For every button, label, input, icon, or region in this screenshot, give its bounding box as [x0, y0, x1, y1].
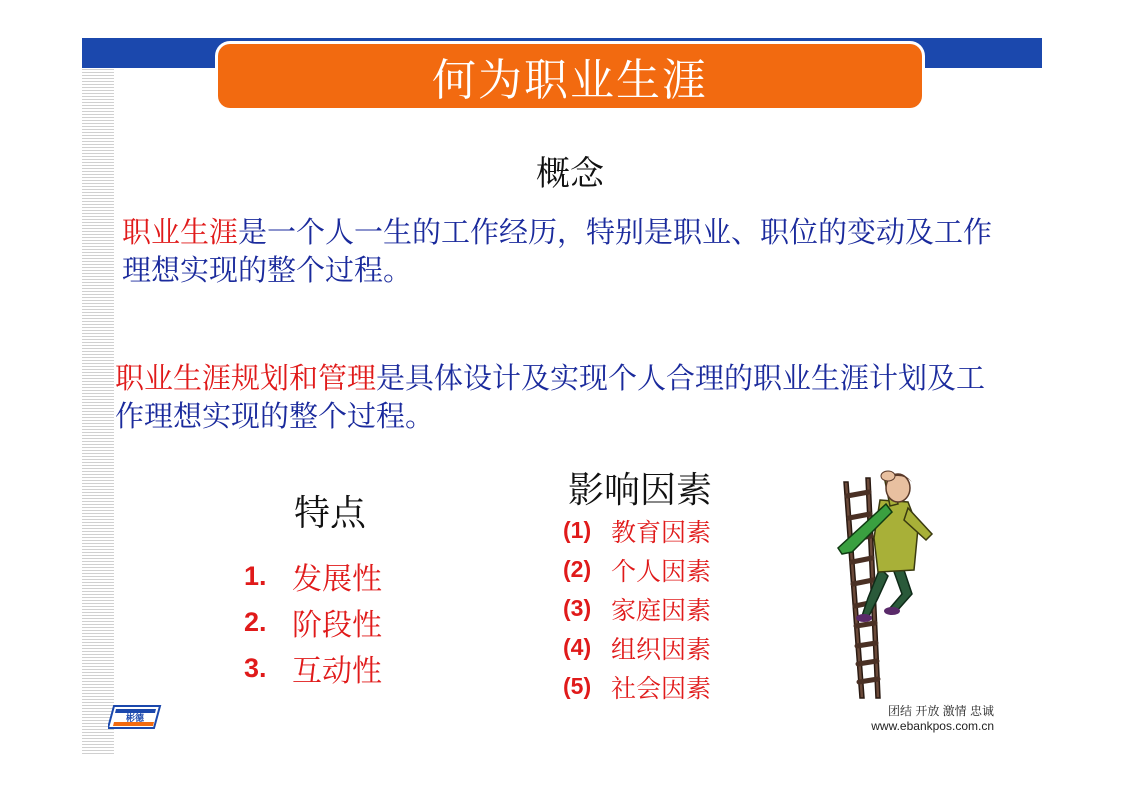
slide — [82, 38, 1042, 756]
company-logo — [108, 702, 162, 732]
footer-slogan: 团结 开放 激情 忠诚 — [887, 704, 994, 718]
list-item — [244, 645, 382, 691]
list-item-number: 2. — [244, 606, 267, 637]
list-item — [563, 589, 711, 628]
features-heading: 特点 — [294, 493, 367, 534]
footer-url: www.ebankpos.com.cn — [871, 719, 994, 733]
list-item — [563, 628, 711, 667]
features-list — [244, 553, 382, 691]
list-item-label: 社会因素 — [611, 673, 712, 703]
footer — [871, 704, 994, 734]
factors-heading: 影响因素 — [568, 470, 713, 511]
list-item-label: 组织因素 — [611, 634, 712, 664]
concept-heading: 概念 — [536, 154, 604, 194]
decorative-stripe — [82, 66, 114, 756]
planning-text: 是具体设计及实现个人合理的职业生涯计划及工作理想实现的整个过程。 — [115, 361, 986, 433]
logo-text: 彬德 — [125, 714, 145, 724]
definition-paragraph — [122, 213, 1002, 289]
list-item — [563, 550, 711, 589]
list-item-label: 发展性 — [292, 562, 382, 597]
factors-list — [563, 511, 711, 706]
planning-term: 职业生涯规划和管理 — [115, 361, 377, 395]
list-item-label: 个人因素 — [611, 556, 712, 586]
slide-title: 何为职业生涯 — [432, 55, 708, 106]
list-item-number: (4) — [563, 634, 592, 660]
list-item — [563, 511, 711, 550]
man-climbing-ladder-illustration — [822, 448, 942, 718]
list-item-number: (1) — [563, 517, 592, 543]
list-item — [563, 667, 711, 706]
list-item-label: 家庭因素 — [611, 595, 712, 625]
list-item-number: (3) — [563, 595, 592, 621]
definition-text: 是一个人一生的工作经历，特别是职业、职位的变动及工作理想实现的整个过程。 — [122, 215, 993, 287]
title-bar — [218, 44, 922, 108]
list-item-number: (2) — [563, 556, 592, 582]
definition-term: 职业生涯 — [122, 215, 239, 249]
planning-paragraph — [115, 359, 995, 435]
list-item — [244, 599, 382, 645]
list-item-number: 3. — [244, 652, 267, 683]
list-item-label: 阶段性 — [292, 608, 382, 643]
list-item-number: 1. — [244, 560, 267, 591]
list-item-number: (5) — [563, 673, 592, 699]
list-item — [244, 553, 382, 599]
list-item-label: 互动性 — [292, 654, 382, 689]
list-item-label: 教育因素 — [611, 517, 712, 547]
